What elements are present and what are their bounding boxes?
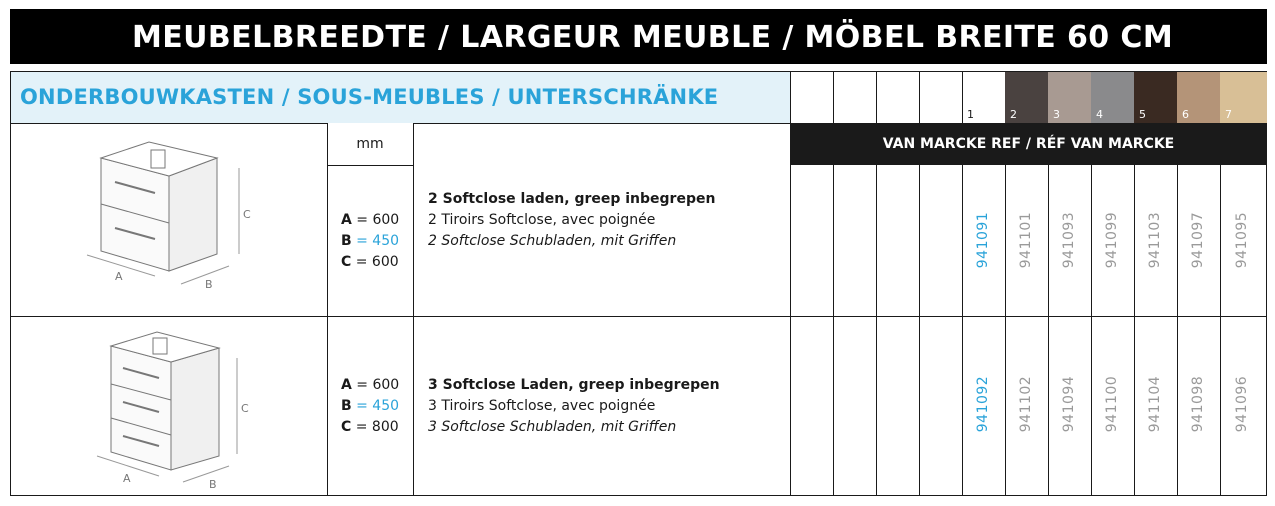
- divider: [11, 316, 1267, 317]
- section-header: [11, 72, 790, 123]
- cabinet-2-drawers-drawing: [81, 128, 281, 304]
- color-swatch-4: [1091, 72, 1134, 123]
- dim-c-value: = 800: [355, 419, 399, 435]
- swatch-number: 1: [967, 108, 974, 121]
- mm-label: mm: [356, 136, 384, 152]
- dimension-c-label: C: [243, 208, 251, 221]
- color-swatch-6: [1177, 72, 1220, 123]
- swatch-number: 2: [1010, 108, 1017, 121]
- title-banner: [10, 9, 1267, 64]
- dimensions-row-2: [341, 375, 399, 438]
- ref-header: [790, 123, 1267, 165]
- dimension-b-label: B: [209, 478, 217, 491]
- divider: [11, 123, 327, 124]
- dim-b-value: = 450: [356, 233, 400, 249]
- product-table: [10, 71, 1267, 496]
- divider: [833, 72, 834, 123]
- desc-nl: 3 Softclose Laden, greep inbegrepen: [428, 377, 720, 393]
- dim-a-label: A: [341, 212, 352, 228]
- ref-code: 941103: [1147, 211, 1163, 269]
- divider: [327, 123, 328, 496]
- divider: [790, 165, 791, 496]
- ref-code: 941100: [1104, 375, 1120, 433]
- dim-b-label: B: [341, 398, 352, 414]
- color-swatch-5: [1134, 72, 1177, 123]
- desc-nl: 2 Softclose laden, greep inbegrepen: [428, 191, 716, 207]
- divider: [1048, 165, 1049, 496]
- divider: [1177, 165, 1178, 496]
- swatch-number: 5: [1139, 108, 1146, 121]
- dim-c-label: C: [341, 254, 352, 270]
- color-swatch-7: [1220, 72, 1267, 123]
- desc-de: 3 Softclose Schubladen, mit Griffen: [428, 419, 677, 435]
- swatch-number: 4: [1096, 108, 1103, 121]
- ref-header-text: VAN MARCKE REF / RÉF VAN MARCKE: [882, 136, 1175, 152]
- color-swatch-1: [962, 72, 1005, 123]
- divider: [413, 123, 790, 124]
- banner-title: MEUBELBREEDTE / LARGEUR MEUBLE / MÖBEL BREITE 60 CM: [132, 20, 1174, 55]
- dimensions-row-1: [341, 210, 399, 273]
- ref-code: 941099: [1104, 211, 1120, 269]
- dimension-a-label: A: [123, 472, 131, 485]
- dim-c-value: = 600: [355, 254, 399, 270]
- description-row-2: [428, 375, 720, 438]
- divider: [876, 72, 877, 123]
- dim-a-value: = 600: [356, 377, 400, 393]
- divider: [833, 165, 834, 496]
- divider: [1005, 165, 1006, 496]
- section-title: ONDERBOUWKASTEN / SOUS-MEUBLES / UNTERSCHRÄNKE: [20, 85, 719, 109]
- dim-c-label: C: [341, 419, 352, 435]
- cabinet-3-drawers-drawing: [81, 322, 281, 492]
- ref-code: 941098: [1190, 375, 1206, 433]
- swatch-number: 3: [1053, 108, 1060, 121]
- divider: [919, 72, 920, 123]
- color-swatch-3: [1048, 72, 1091, 123]
- ref-code: 941091: [975, 211, 991, 269]
- ref-code: 941096: [1234, 375, 1250, 433]
- divider: [413, 123, 414, 496]
- ref-code: 941092: [975, 375, 991, 433]
- divider: [962, 72, 963, 123]
- dim-a-label: A: [341, 377, 352, 393]
- ref-code: 941097: [1190, 211, 1206, 269]
- ref-code: 941101: [1018, 211, 1034, 269]
- dimension-b-label: B: [205, 278, 213, 291]
- desc-de: 2 Softclose Schubladen, mit Griffen: [428, 233, 677, 249]
- divider: [1220, 165, 1221, 496]
- color-swatch-2: [1005, 72, 1048, 123]
- desc-fr: 3 Tiroirs Softclose, avec poignée: [428, 398, 656, 414]
- ref-code: 941102: [1018, 375, 1034, 433]
- dimension-c-label: C: [241, 402, 249, 415]
- dim-b-label: B: [341, 233, 352, 249]
- divider: [962, 165, 963, 496]
- dimension-a-label: A: [115, 270, 123, 283]
- ref-code: 941094: [1061, 375, 1077, 433]
- dim-b-value: = 450: [356, 398, 400, 414]
- dim-a-value: = 600: [356, 212, 400, 228]
- divider: [919, 165, 920, 496]
- swatch-number: 6: [1182, 108, 1189, 121]
- divider: [790, 72, 791, 123]
- divider: [876, 165, 877, 496]
- ref-code: 941093: [1061, 211, 1077, 269]
- ref-code: 941095: [1234, 211, 1250, 269]
- divider: [1091, 165, 1092, 496]
- description-row-1: [428, 189, 715, 252]
- desc-fr: 2 Tiroirs Softclose, avec poignée: [428, 212, 656, 228]
- divider: [1134, 165, 1135, 496]
- divider: [327, 165, 413, 166]
- ref-code: 941104: [1147, 375, 1163, 433]
- swatch-number: 7: [1225, 108, 1232, 121]
